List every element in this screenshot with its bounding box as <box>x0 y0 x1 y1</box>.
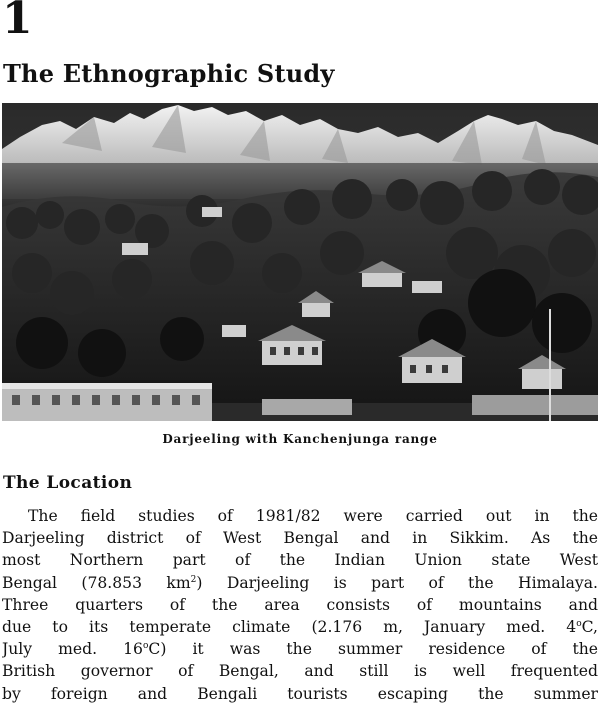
figure-caption: Darjeeling with Kanchenjunga range <box>162 432 438 446</box>
darjeeling-photo <box>2 103 598 421</box>
superscript: o <box>142 640 149 651</box>
section-heading: The Location <box>3 473 133 493</box>
paragraph-line: Three quarters of the area consists of mountains and <box>2 595 598 614</box>
paragraph-line: The field studies of 1981/82 were carried out in the <box>28 507 598 525</box>
chapter-number: 1 <box>2 0 33 44</box>
line-segment: July med. 16 <box>2 640 143 659</box>
line-segment: ) Darjeeling is part of the Himalaya. <box>196 573 598 592</box>
superscript: 2 <box>190 574 197 585</box>
body-paragraph <box>2 505 598 705</box>
line-segment: C) it was the summer residence of the <box>148 640 598 659</box>
paragraph-line: Darjeeling district of West Bengal and in Sikkim. As the <box>2 529 598 548</box>
line-segment: C, <box>581 617 598 636</box>
paragraph-line <box>2 572 598 594</box>
line-segment: Bengal (78.853 km <box>2 573 191 592</box>
paragraph-line: British governor of Bengal, and still is well frequented <box>2 662 598 681</box>
superscript: o <box>576 618 582 629</box>
paragraph-line: by foreign and Bengali tourists escaping the summer <box>2 684 598 703</box>
paragraph-line <box>2 616 598 638</box>
chapter-title: The Ethnographic Study <box>3 59 335 88</box>
paragraph-line: most Northern part of the Indian Union state West <box>2 551 598 570</box>
line-segment: due to its temperate climate (2.176 m, January med. 4 <box>2 617 577 636</box>
paragraph-line <box>2 638 598 660</box>
